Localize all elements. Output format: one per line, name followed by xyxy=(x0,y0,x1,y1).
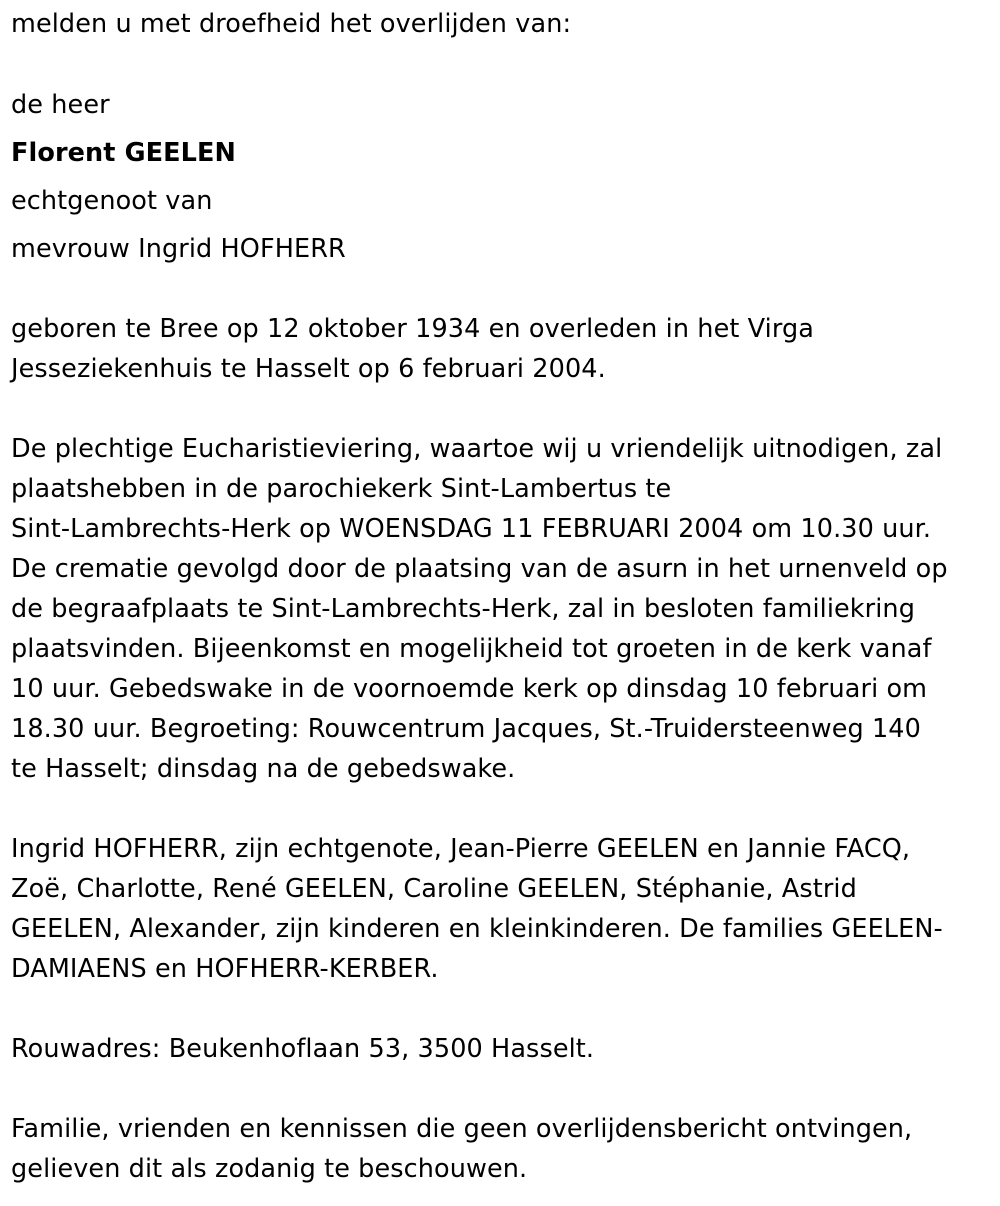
relation-label: echtgenoot van xyxy=(11,186,213,216)
family-line: Ingrid HOFHERR, zijn echtgenote, Jean-Pierre GEELEN en Jannie FACQ, xyxy=(11,834,911,864)
closing-line: gelieven dit als zodanig te beschouwen. xyxy=(11,1154,528,1184)
closing-line: Familie, vrienden en kennissen die geen overlijdensbericht ontvingen, xyxy=(11,1114,913,1144)
family-line: DAMIAENS en HOFHERR-KERBER. xyxy=(11,954,439,984)
ceremony-line: te Hasselt; dinsdag na de gebedswake. xyxy=(11,754,516,784)
ceremony-line: plaatshebben in de parochiekerk Sint-Lambertus te xyxy=(11,474,672,504)
birth-death-line: geboren te Bree op 12 oktober 1934 en overleden in het Virga xyxy=(11,314,814,344)
ceremony-line: De plechtige Eucharistieviering, waartoe wij u vriendelijk uitnodigen, zal xyxy=(11,434,943,464)
ceremony-line: Sint-Lambrechts-Herk op WOENSDAG 11 FEBRUARI 2004 om 10.30 uur. xyxy=(11,514,932,544)
ceremony-line: de begraafplaats te Sint-Lambrechts-Herk, zal in besloten familiekring xyxy=(11,594,915,624)
ceremony-line: plaatsvinden. Bijeenkomst en mogelijkheid tot groeten in de kerk vanaf xyxy=(11,634,932,664)
ceremony-line: De crematie gevolgd door de plaatsing van de asurn in het urnenveld op xyxy=(11,554,948,584)
family-line: Zoë, Charlotte, René GEELEN, Caroline GEELEN, Stéphanie, Astrid xyxy=(11,874,857,904)
mourning-address: Rouwadres: Beukenhoflaan 53, 3500 Hasselt. xyxy=(11,1034,595,1064)
family-line: GEELEN, Alexander, zijn kinderen en kleinkinderen. De families GEELEN- xyxy=(11,914,943,944)
deceased-name: Florent GEELEN xyxy=(11,138,236,168)
ceremony-line: 10 uur. Gebedswake in de voornoemde kerk op dinsdag 10 februari om xyxy=(11,674,928,704)
intro-text: melden u met droefheid het overlijden van: xyxy=(11,9,572,39)
birth-death-line: Jesseziekenhuis te Hasselt op 6 februari 2004. xyxy=(11,354,606,384)
ceremony-line: 18.30 uur. Begroeting: Rouwcentrum Jacques, St.-Truidersteenweg 140 xyxy=(11,714,921,744)
title-prefix: de heer xyxy=(11,90,110,120)
spouse-name: mevrouw Ingrid HOFHERR xyxy=(11,234,346,264)
